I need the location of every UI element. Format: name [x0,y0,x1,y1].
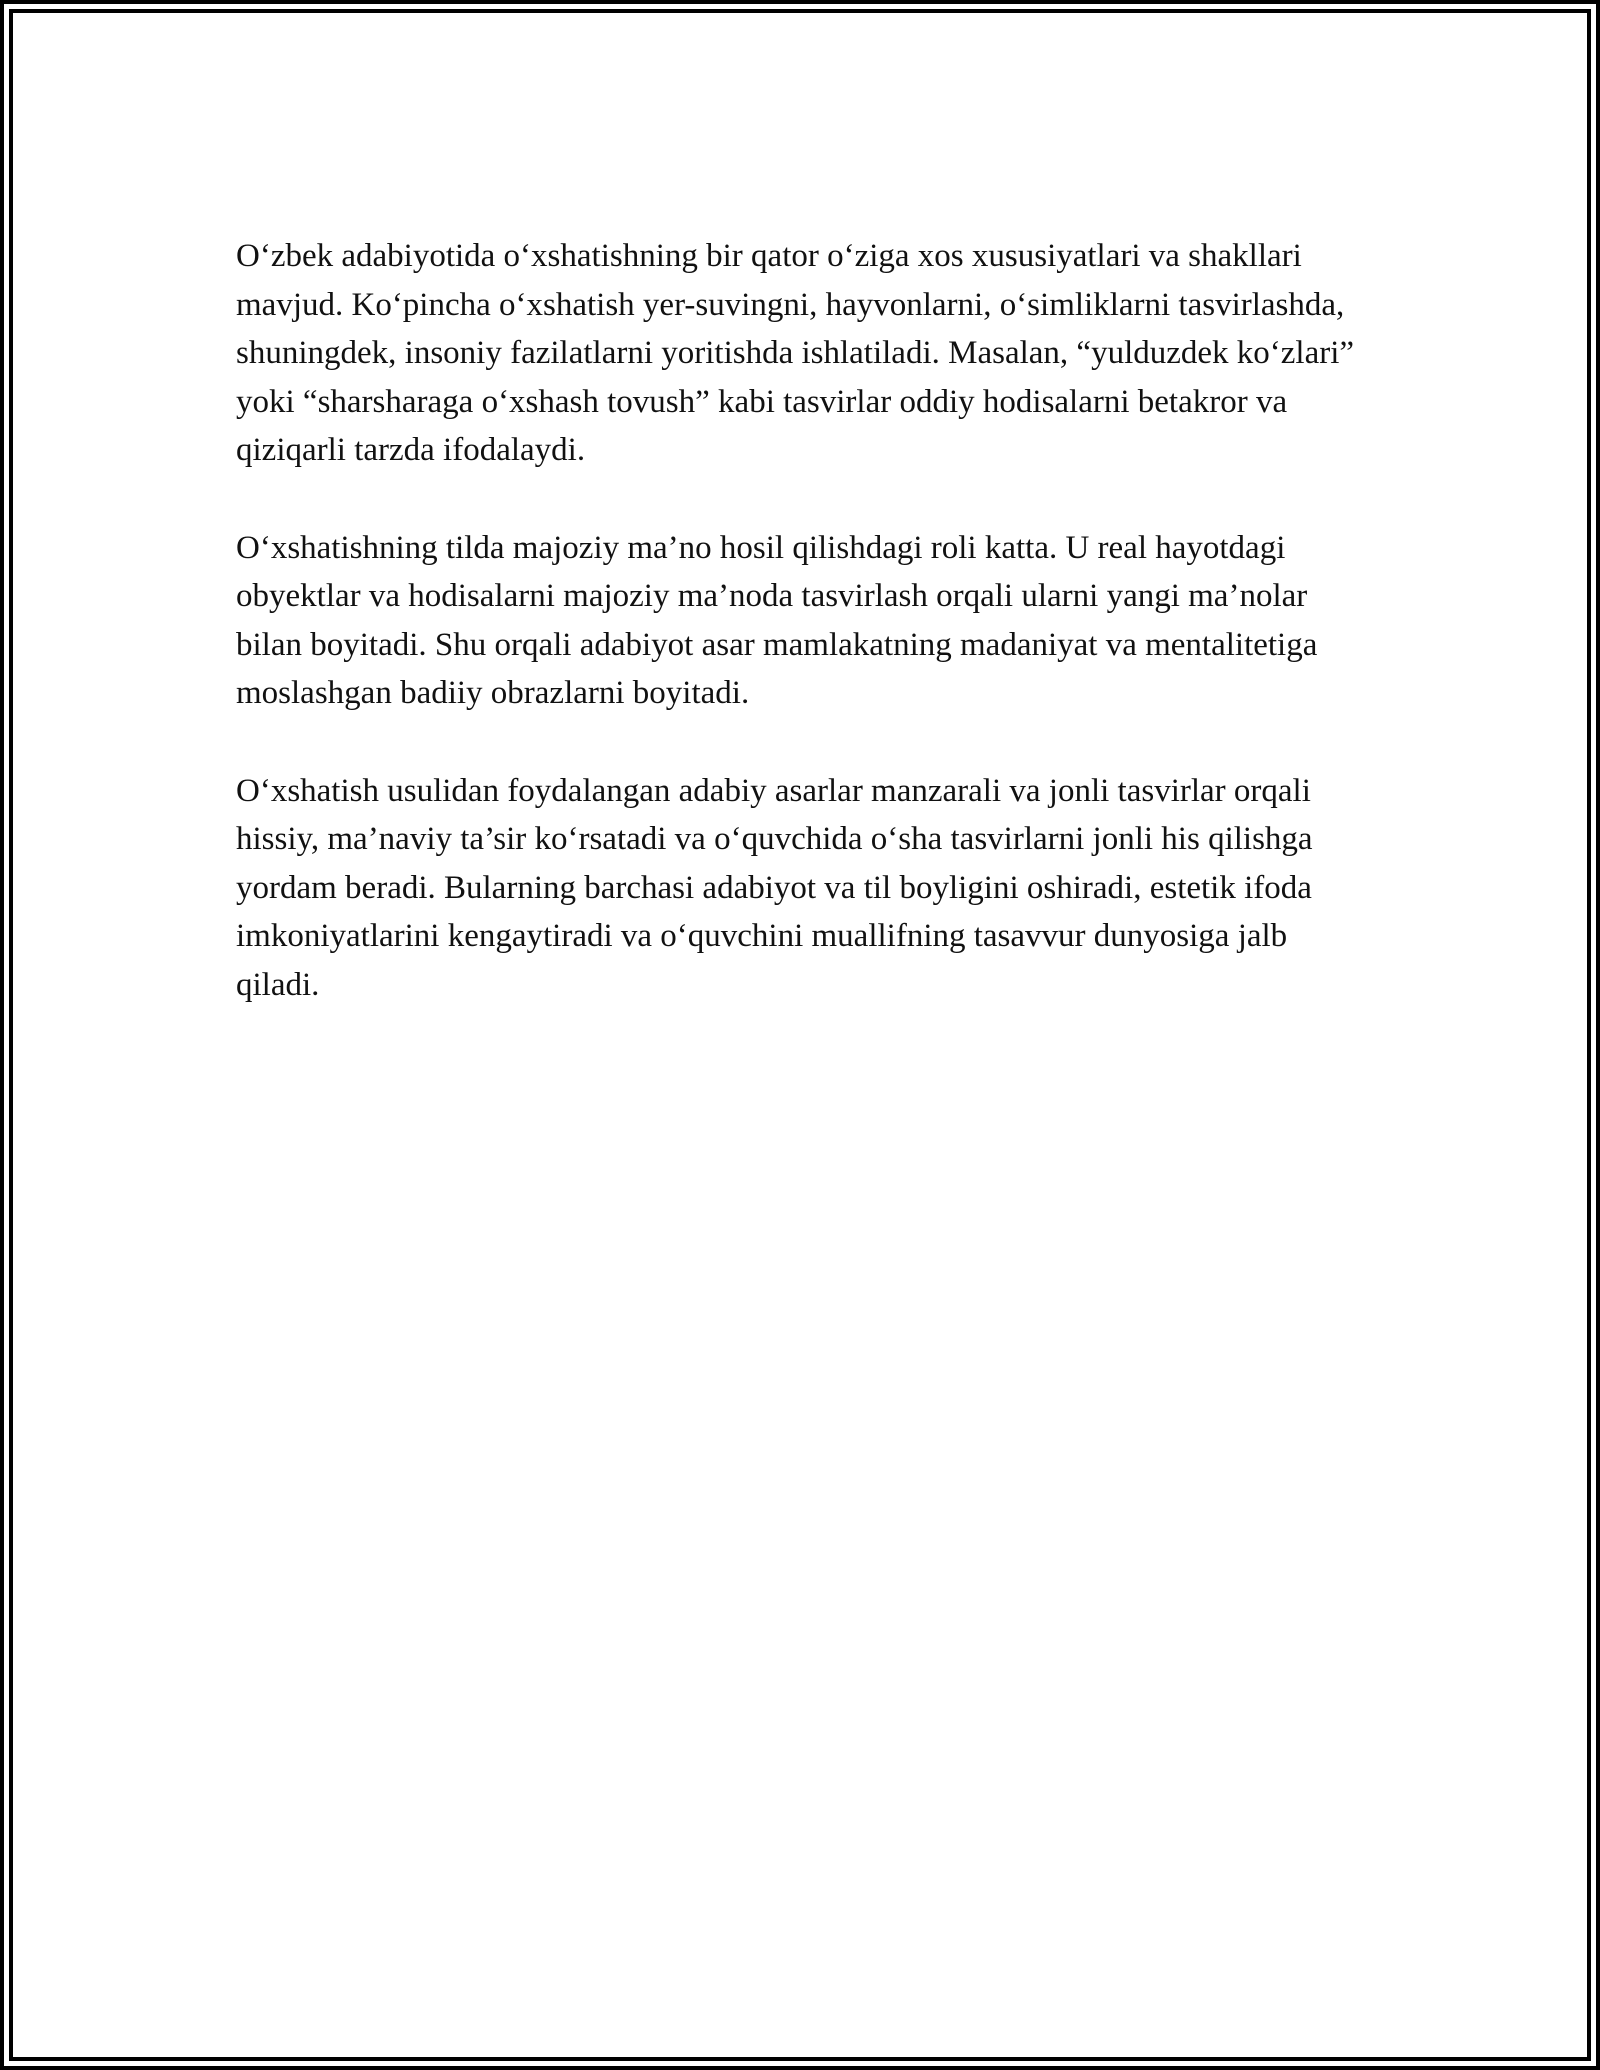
paragraph-1: O‘zbek adabiyotida o‘xshatishning bir qator o‘ziga xos xususiyatlari va shakllari mavjud. Ko‘pincha o‘xshatish yer-suvingni, hayvonlarni, o‘simliklarni tasvirlashda, shuningdek, insoniy fazilatlarni yoritishda ishlatiladi. Masalan, “yulduzdek ko‘zlari” yoki “sharsharaga o‘xshash tovush” kabi tasvirlar oddiy hodisalarni betakror va qiziqarli tarzda ifodalaydi. [236,238,1355,468]
document-body [236,232,1366,1058]
paragraph-2: O‘xshatishning tilda majoziy ma’no hosil qilishdagi roli katta. U real hayotdagi obyektlar va hodisalarni majoziy ma’noda tasvirlash orqali ularni yangi ma’nolar bilan boyitadi. Shu orqali adabiyot asar mamlakatning madaniyat va mentalitetiga moslashgan badiiy obrazlarni boyitadi. [236,529,1318,711]
paragraph-3: O‘xshatish usulidan foydalangan adabiy asarlar manzarali va jonli tasvirlar orqali hissiy, ma’naviy ta’sir ko‘rsatadi va o‘quvchida o‘sha tasvirlarni jonli his qilishga yordam beradi. Bularning barchasi adabiyot va til boyligini oshiradi, estetik ifoda imkoniyatlarini kengaytiradi va o‘quvchini muallifning tasavvur dunyosiga jalb qiladi. [236,772,1313,1003]
